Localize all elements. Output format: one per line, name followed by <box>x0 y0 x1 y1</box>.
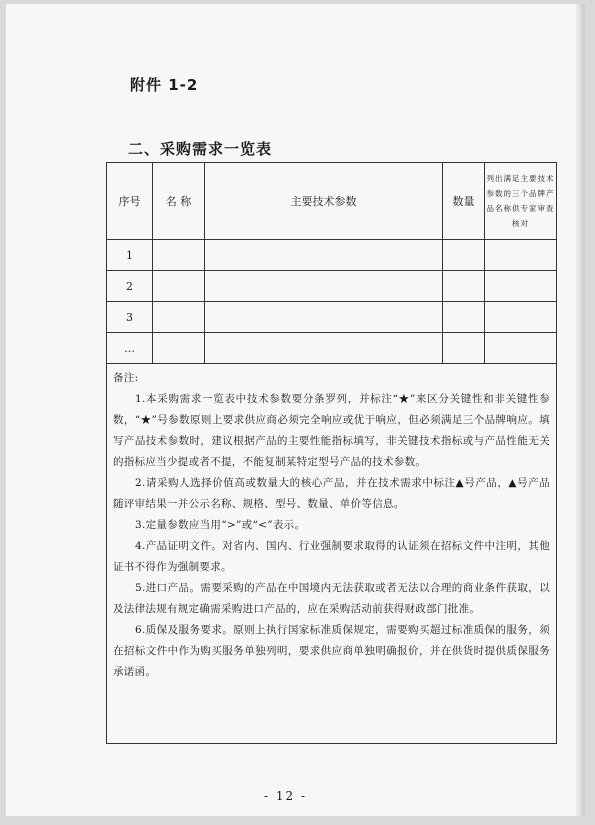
header-index: 序号 <box>107 163 153 240</box>
row-quantity-cell <box>443 271 485 302</box>
note-item-4: 4.产品证明文件。对省内、国内、行业强制要求取得的认证须在招标文件中注明，其他证书不得作为强制要求。 <box>113 540 550 573</box>
attachment-label: 附件 1-2 <box>130 76 199 94</box>
row-brands-cell <box>485 302 557 333</box>
table-row <box>107 302 557 333</box>
notes-row <box>107 364 557 744</box>
row-name-cell <box>153 240 205 271</box>
row-index: 2 <box>107 271 153 302</box>
notes-title: 备注: <box>113 372 139 384</box>
section-title: 二、采购需求一览表 <box>128 140 273 158</box>
requirements-table <box>106 162 557 744</box>
row-quantity-cell <box>443 333 485 364</box>
table-header-row <box>107 163 557 240</box>
page-number: - 12 - <box>264 789 308 803</box>
document-page <box>6 4 576 816</box>
row-name-cell <box>153 271 205 302</box>
row-index: 3 <box>107 302 153 333</box>
row-params-cell <box>205 333 443 364</box>
row-quantity-cell <box>443 240 485 271</box>
table-row <box>107 240 557 271</box>
note-item-2: 2.请采购人选择价值高或数量大的核心产品，并在技术需求中标注▲号产品，▲号产品随评审结果一并公示名称、规格、型号、数量、单价等信息。 <box>113 477 550 510</box>
row-brands-cell <box>485 333 557 364</box>
header-quantity: 数量 <box>443 163 485 240</box>
header-name: 名 称 <box>153 163 205 240</box>
row-params-cell <box>205 240 443 271</box>
row-brands-cell <box>485 271 557 302</box>
row-brands-cell <box>485 240 557 271</box>
row-params-cell <box>205 271 443 302</box>
row-name-cell <box>153 302 205 333</box>
header-brands: 列出满足主要技术参数的三个品牌产品名称供专家审查核对 <box>485 163 557 240</box>
note-item-6: 6.质保及服务要求。原则上执行国家标准质保规定，需要购买超过标准质保的服务，须在招标文件中作为购买服务单独列明，要求供应商单独明确报价，并在供货时提供质保服务承诺函。 <box>113 624 550 678</box>
note-item-3: 3.定量参数应当用“>”或“<”表示。 <box>135 519 306 531</box>
row-name-cell <box>153 333 205 364</box>
note-item-5: 5.进口产品。需要采购的产品在中国境内无法获取或者无法以合理的商业条件获取，以及法律法规有规定确需采购进口产品的，应在采购活动前获得财政部门批准。 <box>113 582 550 615</box>
row-params-cell <box>205 302 443 333</box>
row-index: … <box>107 333 153 364</box>
header-params: 主要技术参数 <box>205 163 443 240</box>
table-row <box>107 333 557 364</box>
table-row <box>107 271 557 302</box>
row-quantity-cell <box>443 302 485 333</box>
notes-cell <box>107 364 557 744</box>
note-item-1: 1.本采购需求一览表中技术参数要分条罗列，并标注“★”来区分关键性和非关键性参数，“★”号参数原则上要求供应商必须完全响应或优于响应，但必须满足三个品牌响应。填写产品技术参数时，建议根据产品的主要性能指标填写，非关键技术指标或与产品性能无关的指标应当少提或者不提，不能复制某特定型号产品的技术参数。 <box>113 393 550 468</box>
row-index: 1 <box>107 240 153 271</box>
